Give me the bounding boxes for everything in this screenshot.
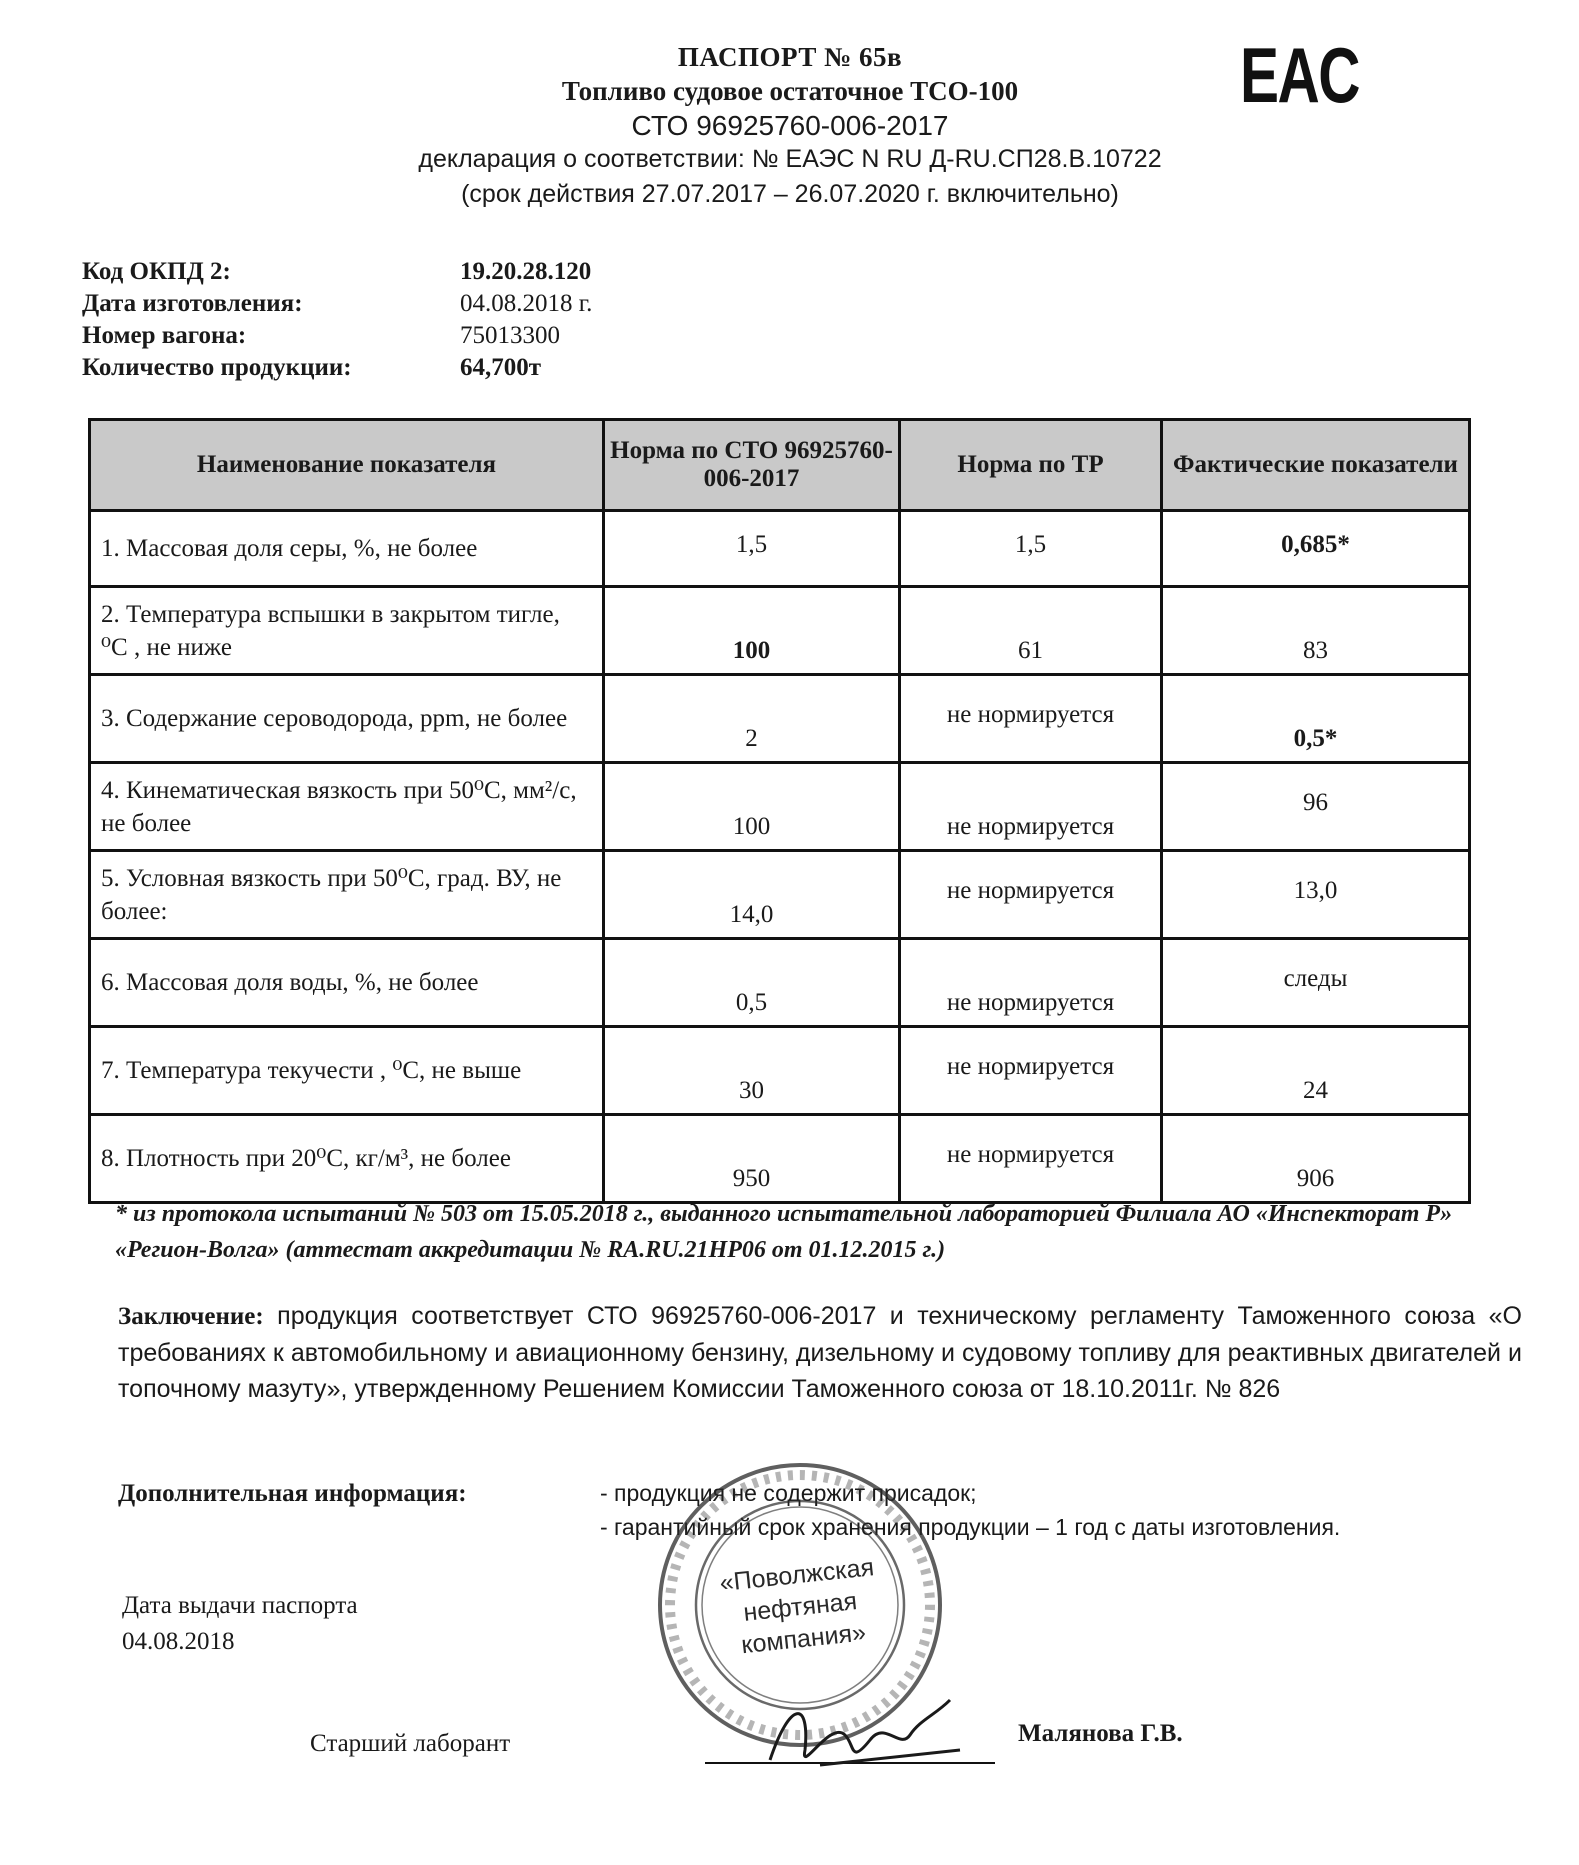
- column-header-actual: Фактические показатели: [1162, 420, 1470, 511]
- indicator-name: 6. Массовая доля воды, %, не более: [90, 939, 604, 1027]
- table-row: [90, 511, 1470, 587]
- handwritten-signature-icon: [760, 1680, 980, 1790]
- sto-norm: 100: [604, 763, 900, 851]
- indicator-name: 3. Содержание сероводорода, ppm, не более: [90, 675, 604, 763]
- sto-norm: 14,0: [604, 851, 900, 939]
- sto-norm: 2: [604, 675, 900, 763]
- table-row: [90, 1115, 1470, 1203]
- tr-norm: не нормируется: [900, 939, 1162, 1027]
- actual-value: 13,0: [1162, 851, 1470, 939]
- indicator-name: 7. Температура текучести , ⁰С, не выше: [90, 1027, 604, 1115]
- indicators-table: [88, 418, 1471, 1204]
- tr-norm: не нормируется: [900, 851, 1162, 939]
- indicator-name: 5. Условная вязкость при 50⁰С, град. ВУ, не более:: [90, 851, 604, 939]
- info-value: 64,700т: [460, 354, 542, 381]
- info-value: 04.08.2018 г.: [460, 290, 593, 317]
- additional-info-label: Дополнительная информация:: [118, 1480, 467, 1507]
- actual-value: 96: [1162, 763, 1470, 851]
- info-label: Количество продукции:: [82, 354, 352, 381]
- table-row: [90, 763, 1470, 851]
- test-protocol-footnote: * из протокола испытаний № 503 от 15.05.2018 г., выданного испытательной лабораторией Филиала АО «Инспекторат Р» «Регион-Волга» (аттестат аккредитации № RA.RU.21HP06 от 01.12.2015 г.): [115, 1201, 1453, 1263]
- seal-text-line: компания»: [739, 1618, 868, 1660]
- tr-norm: 61: [900, 587, 1162, 675]
- actual-value: 24: [1162, 1027, 1470, 1115]
- table-row: [90, 587, 1470, 675]
- tr-norm: 1,5: [900, 511, 1162, 587]
- indicator-name: 4. Кинематическая вязкость при 50⁰С, мм²/с, не более: [90, 763, 604, 851]
- fuel-name: Топливо судовое остаточное ТСО-100: [561, 76, 1019, 106]
- issue-date-label: Дата выдачи паспорта: [122, 1592, 358, 1619]
- standard-number: СТО 96925760-006-2017: [631, 110, 949, 141]
- table-header-row: [90, 420, 1470, 511]
- table-row: [90, 851, 1470, 939]
- info-value: 19.20.28.120: [460, 258, 592, 285]
- tr-norm: не нормируется: [900, 1027, 1162, 1115]
- tr-norm: не нормируется: [900, 1115, 1162, 1203]
- additional-info-item: - гарантийный срок хранения продукции – 1 год с даты изготовления.: [600, 1514, 1341, 1540]
- actual-value: 83: [1162, 587, 1470, 675]
- actual-value: следы: [1162, 939, 1470, 1027]
- table-row: [90, 675, 1470, 763]
- signer-name: Малянова Г.В.: [1018, 1720, 1183, 1747]
- conclusion-paragraph: [118, 1298, 1522, 1407]
- issue-date-value: 04.08.2018: [122, 1628, 235, 1655]
- tr-norm: не нормируется: [900, 763, 1162, 851]
- info-label: Код ОКПД 2:: [82, 258, 231, 285]
- conclusion-label: Заключение:: [118, 1303, 264, 1330]
- sto-norm: 100: [604, 587, 900, 675]
- actual-value: 0,685*: [1162, 511, 1470, 587]
- declaration-number: декларация о соответствии: № ЕАЭС N RU Д-RU.СП28.В.10722: [418, 145, 1162, 173]
- additional-info-item: - продукция не содержит присадок;: [600, 1480, 977, 1506]
- conclusion-text: продукция соответствует СТО 96925760-006-2017 и техническому регламенту Таможенного союза «О требованиях к автомобильному и авиационному бензину, дизельному и судовому топливу для реактивных двигателей и топочному мазуту», утвержденному Решением Комиссии Таможенного союза от 18.10.2011г. № 826: [118, 1302, 1522, 1403]
- actual-value: 0,5*: [1162, 675, 1470, 763]
- indicator-name: 1. Массовая доля серы, %, не более: [90, 511, 604, 587]
- signer-position: Старший лаборант: [310, 1730, 511, 1757]
- info-value: 75013300: [460, 322, 560, 349]
- sto-norm: 1,5: [604, 511, 900, 587]
- passport-title: ПАСПОРТ № 65в: [677, 42, 903, 72]
- tr-norm: не нормируется: [900, 675, 1162, 763]
- indicator-name: 8. Плотность при 20⁰С, кг/м³, не более: [90, 1115, 604, 1203]
- column-header-sto: Норма по СТО 96925760-006-2017: [604, 420, 900, 511]
- issue-date-block: [122, 1588, 358, 1660]
- sto-norm: 0,5: [604, 939, 900, 1027]
- info-label: Дата изготовления:: [82, 290, 303, 317]
- sto-norm: 30: [604, 1027, 900, 1115]
- column-header-name: Наименование показателя: [90, 420, 604, 511]
- seal-text-line: «Поволжская: [718, 1553, 876, 1598]
- indicator-name: 2. Температура вспышки в закрытом тигле, ⁰С , не ниже: [90, 587, 604, 675]
- declaration-validity: (срок действия 27.07.2017 – 26.07.2020 г. включительно): [461, 180, 1119, 208]
- eac-mark-icon: EAC: [1240, 31, 1360, 119]
- seal-text-line: нефтяная: [742, 1587, 859, 1627]
- table-row: [90, 1027, 1470, 1115]
- table-row: [90, 939, 1470, 1027]
- sto-norm: 950: [604, 1115, 900, 1203]
- actual-value: 906: [1162, 1115, 1470, 1203]
- info-label: Номер вагона:: [82, 322, 247, 349]
- column-header-tr: Норма по ТР: [900, 420, 1162, 511]
